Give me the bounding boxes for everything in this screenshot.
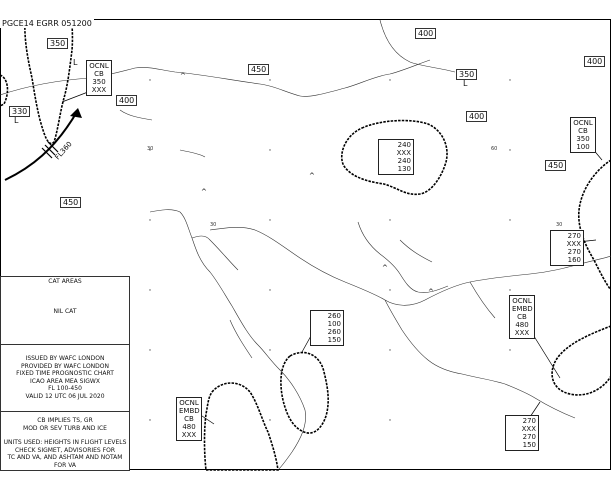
turb-line: 270 bbox=[522, 433, 536, 441]
tropopause-label: 350 bbox=[47, 38, 68, 49]
cloud-line: CB bbox=[94, 70, 104, 78]
issuer-line: ISSUED BY WAFC LONDON bbox=[25, 355, 105, 362]
turb-line: 270 bbox=[567, 232, 581, 240]
wind-barb bbox=[45, 145, 55, 155]
cloud-line: CB bbox=[578, 127, 588, 135]
tropopause-label: 350 bbox=[456, 69, 477, 80]
cloud-line: 350 bbox=[92, 78, 106, 86]
turb-line: 240 bbox=[397, 157, 411, 165]
turbulence-symbol: ^ bbox=[428, 288, 434, 296]
tropopause-label: 450 bbox=[248, 64, 269, 75]
turbulence-symbol: ^ bbox=[309, 172, 315, 180]
turb-line: 100 bbox=[327, 320, 341, 328]
issuer-line: FL 100-450 bbox=[48, 385, 82, 392]
graticule bbox=[149, 79, 510, 420]
cloud-info-box bbox=[509, 295, 535, 339]
cat-areas-panel bbox=[0, 276, 130, 346]
turbulence-info-box bbox=[505, 415, 539, 451]
grid-label: 30 bbox=[147, 146, 154, 152]
cb-area-boundary bbox=[0, 75, 7, 106]
cloud-line: EMBD bbox=[179, 407, 200, 415]
grid-label: 30 bbox=[210, 222, 217, 228]
low-marker: L bbox=[463, 79, 468, 88]
legend-line: MOD OR SEV TURB AND ICE bbox=[23, 424, 107, 432]
tropopause-label: 400 bbox=[466, 111, 487, 122]
cloud-line: CB bbox=[517, 313, 527, 321]
issuer-line: FIXED TIME PROGNOSTIC CHART bbox=[16, 370, 114, 377]
cb-area-boundary bbox=[552, 326, 611, 395]
legend-line: UNITS USED: HEIGHTS IN FLIGHT LEVELS bbox=[3, 439, 127, 446]
cloud-line: EMBD bbox=[512, 305, 533, 313]
leader-lines bbox=[62, 92, 602, 424]
cat-areas-title: CAT AREAS bbox=[48, 278, 82, 285]
turb-line: 240 bbox=[397, 141, 411, 149]
turb-line: 160 bbox=[567, 256, 581, 264]
issuer-line: ICAO AREA MEA SIGWX bbox=[30, 377, 100, 385]
tropopause-label: 400 bbox=[584, 56, 605, 67]
cloud-line: CB bbox=[184, 415, 194, 423]
turb-line: 150 bbox=[327, 336, 341, 344]
turb-line: XXX bbox=[521, 425, 536, 433]
cloud-info-box bbox=[86, 60, 112, 96]
cloud-info-box bbox=[176, 397, 202, 441]
legend-line bbox=[1, 432, 129, 439]
turbulence-symbol: ^ bbox=[201, 188, 207, 196]
turb-line: 260 bbox=[327, 328, 341, 336]
tropopause-label: 450 bbox=[545, 160, 566, 171]
cloud-line: 350 bbox=[576, 135, 590, 143]
turbulence-info-box bbox=[378, 139, 414, 175]
cloud-line: OCNL bbox=[512, 297, 532, 305]
turb-line: 270 bbox=[567, 248, 581, 256]
tropopause-label: 400 bbox=[415, 28, 436, 39]
grid-label: 60 bbox=[491, 146, 498, 152]
cloud-line: OCNL bbox=[89, 62, 109, 70]
turbulence-symbol: ^ bbox=[180, 72, 186, 80]
chart-id-label: PGCE14 EGRR 051200 bbox=[2, 19, 92, 28]
legend-line: CB IMPLIES TS, GR bbox=[37, 417, 93, 424]
legend-line: TC AND VA, AND ASHTAM AND NOTAM FOR VA bbox=[7, 454, 123, 469]
turb-line: 150 bbox=[522, 441, 536, 449]
cb-area-boundary bbox=[205, 383, 279, 470]
cloud-line: OCNL bbox=[573, 119, 593, 127]
cloud-line: 100 bbox=[576, 143, 590, 151]
wind-barb bbox=[42, 148, 52, 158]
turbulence-symbol: ^ bbox=[382, 264, 388, 272]
turb-line: 270 bbox=[522, 417, 536, 425]
issuer-line: VALID 12 UTC 06 JUL 2020 bbox=[25, 392, 105, 400]
leader-line bbox=[532, 333, 560, 378]
cloud-line: OCNL bbox=[179, 399, 199, 407]
cloud-info-box bbox=[570, 117, 596, 153]
cb-area-boundary bbox=[281, 353, 328, 434]
cloud-line: XXX bbox=[514, 329, 530, 337]
cat-areas-body: NIL CAT bbox=[53, 307, 77, 315]
turb-line: 130 bbox=[397, 165, 411, 173]
cloud-line: 480 bbox=[515, 321, 529, 329]
turbulence-info-box bbox=[310, 310, 344, 346]
grid-label: 30 bbox=[556, 222, 563, 228]
issuer-panel bbox=[0, 344, 130, 413]
issuer-line: PROVIDED BY WAFC LONDON bbox=[20, 362, 109, 370]
tropopause-label: 330 bbox=[9, 106, 30, 117]
tropopause-label: 400 bbox=[116, 95, 137, 106]
legend-line: CHECK SIGMET, ADVISORIES FOR bbox=[14, 446, 115, 454]
tropopause-label: 450 bbox=[60, 197, 81, 208]
turbulence-info-box bbox=[550, 230, 584, 266]
jet-arrowhead bbox=[70, 108, 82, 118]
jet-level-label: FL360 bbox=[53, 140, 74, 162]
cloud-line: 480 bbox=[182, 423, 196, 431]
turb-line: XXX bbox=[396, 149, 411, 157]
cloud-line: XXX bbox=[181, 431, 197, 439]
turb-line: XXX bbox=[566, 240, 581, 248]
cb-area-boundary bbox=[579, 160, 611, 290]
cloud-line: XXX bbox=[91, 86, 107, 94]
legend-panel bbox=[0, 411, 130, 471]
turb-line: 260 bbox=[327, 312, 341, 320]
low-marker: L bbox=[14, 116, 19, 125]
low-marker: L bbox=[73, 58, 78, 67]
